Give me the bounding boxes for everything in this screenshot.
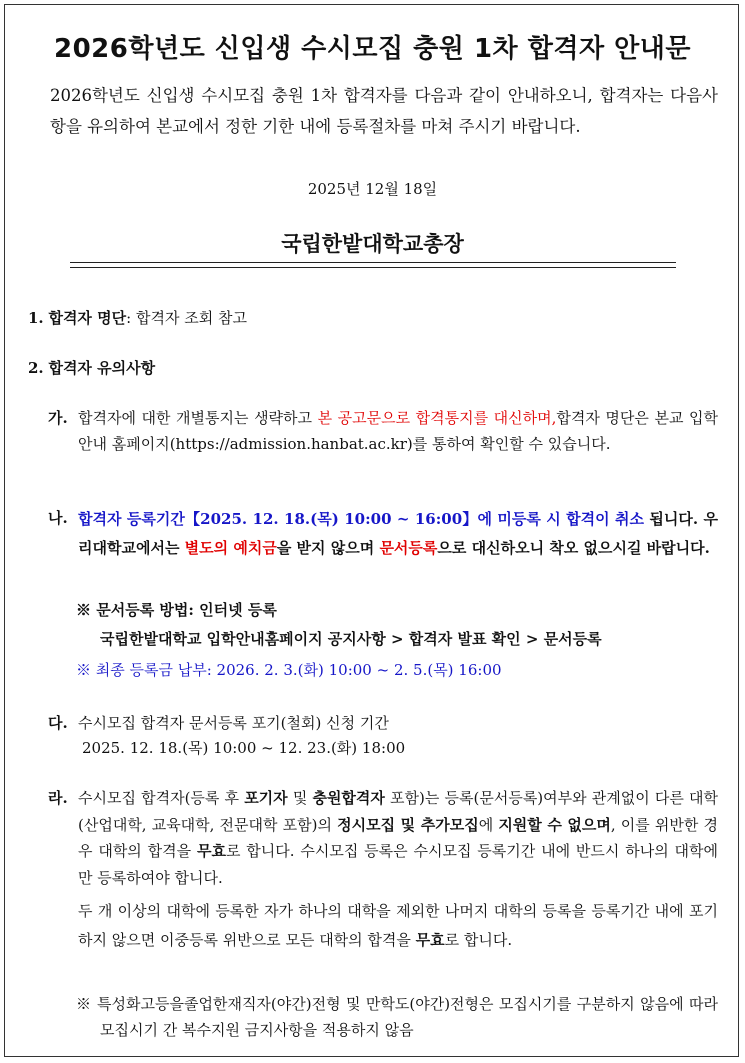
item-na-part4: 을 받지 않으며: [276, 539, 380, 557]
item-ra-part3: 및: [287, 789, 313, 807]
page-title: 2026학년도 신입생 수시모집 충원 1차 합격자 안내문: [54, 34, 691, 64]
item-ga-part1: 합격자에 대한 개별통지는 생략하고: [78, 409, 318, 427]
item-ga-highlight: 본 공고문으로 합격통지를 대신하며,: [317, 409, 557, 427]
item-ra-regular-admission: 정시모집 및 추가모집: [337, 815, 479, 834]
withdrawal-period-title: 수시모집 합격자 문서등록 포기(철회) 신청 기간: [78, 714, 389, 732]
item-ga-part3: 합격자 명단은 본교 입학안내 홈페이지(https://admission.hanbat.ac.kr)를 통하여 확인할 수 있습니다.: [78, 409, 718, 453]
section-2: [28, 355, 155, 381]
section-1: [28, 305, 247, 331]
item-da-marker: 다.: [48, 714, 68, 732]
section-1-label: 합격자 명단: [48, 309, 127, 327]
item-ra-part7: 에: [478, 815, 499, 834]
item-ra-marker: 라.: [48, 789, 68, 807]
item-ra-invalid: 무효: [196, 842, 226, 860]
doc-reg-path: 국립한밭대학교 입학안내홈페이지 공지사항 > 합격자 발표 확인 > 문서등록: [100, 630, 602, 648]
section-2-number: 2.: [28, 359, 44, 377]
item-ra-additional: 충원합격자: [312, 789, 385, 807]
item-na-doc-reg: 문서등록: [379, 539, 438, 557]
double-reg-text: 두 개 이상의 대학에 등록한 자가 하나의 대학을 제외한 나머지 대학의 등록을 등록기간 내에 포기하지 않으면 이중등록 위반으로 모든 대학의 합격을: [78, 902, 718, 949]
section-1-text: : 합격자 조회 참고: [126, 309, 247, 327]
double-reg-invalid: 무효: [415, 931, 445, 949]
issuer-name: 국립한밭대학교총장: [281, 232, 464, 256]
item-na-period: 합격자 등록기간【2025. 12. 18.(목) 10:00 ~ 16:00】에 미등록 시 합격이 취소: [78, 510, 645, 528]
withdrawal-period-dates: 2025. 12. 18.(목) 10:00 ~ 12. 23.(화) 18:00: [82, 739, 406, 757]
item-ra-withdrawer: 포기자: [244, 789, 288, 807]
item-ra-part1: 수시모집 합격자(등록 후: [78, 789, 245, 807]
item-na-text: [78, 505, 718, 563]
multiple-application-note: ※ 특성화고등을졸업한재직자(야간)전형 및 만학도(야간)전형은 모집시기를 구분하지 않음에 따라 모집시기 간 복수지원 금지사항을 적용하지 않음: [76, 995, 718, 1039]
tuition-payment-note: ※ 최종 등록금 납부: 2026. 2. 3.(화) 10:00 ~ 2. 5.(목) 16:00: [76, 661, 502, 679]
item-ra-cannot-apply: 지원할 수 없으며: [498, 815, 611, 834]
notice-date: 2025년 12월 18일: [307, 180, 438, 198]
item-ra-paragraph-2: [78, 897, 718, 955]
doc-reg-method-note: ※ 문서등록 방법: 인터넷 등록: [76, 601, 277, 619]
item-na-part6: 으로 대신하오니 착오 없으시길 바랍니다.: [437, 539, 710, 557]
double-reg-end: 로 합니다.: [444, 931, 513, 949]
item-ga-marker: 가.: [48, 409, 68, 427]
item-na-marker: 나.: [48, 509, 68, 527]
section-1-number: 1.: [28, 309, 44, 327]
intro-paragraph: 2026학년도 신입생 수시모집 충원 1차 합격자를 다음과 같이 안내하오니, 합격자는 다음사항을 유의하여 본교에서 정한 기한 내에 등록절차를 마쳐 주시기 바랍니다.: [50, 86, 718, 136]
item-na-deposit: 별도의 예치금: [184, 539, 277, 557]
item-ga-text: [78, 405, 718, 457]
item-na-part2: 됩니다. 우리대학교에서는: [78, 510, 719, 557]
item-ra-part9: , 이를 위반한 경우 대학의 합격을: [78, 815, 718, 860]
item-ra-text: [78, 785, 718, 891]
item-ra-part11: 로 합니다. 수시모집 등록은 수시모집 등록기간 내에 반드시 하나의 대학에만 등록하여야 합니다.: [78, 842, 718, 887]
item-ra-part5: 포함)는 등록(문서등록)여부와 관계없이 다른 대학(산업대학, 교육대학, 전문대학 포함)의: [78, 789, 718, 834]
section-2-label: 합격자 유의사항: [48, 359, 156, 377]
double-rule-divider: [70, 262, 676, 268]
